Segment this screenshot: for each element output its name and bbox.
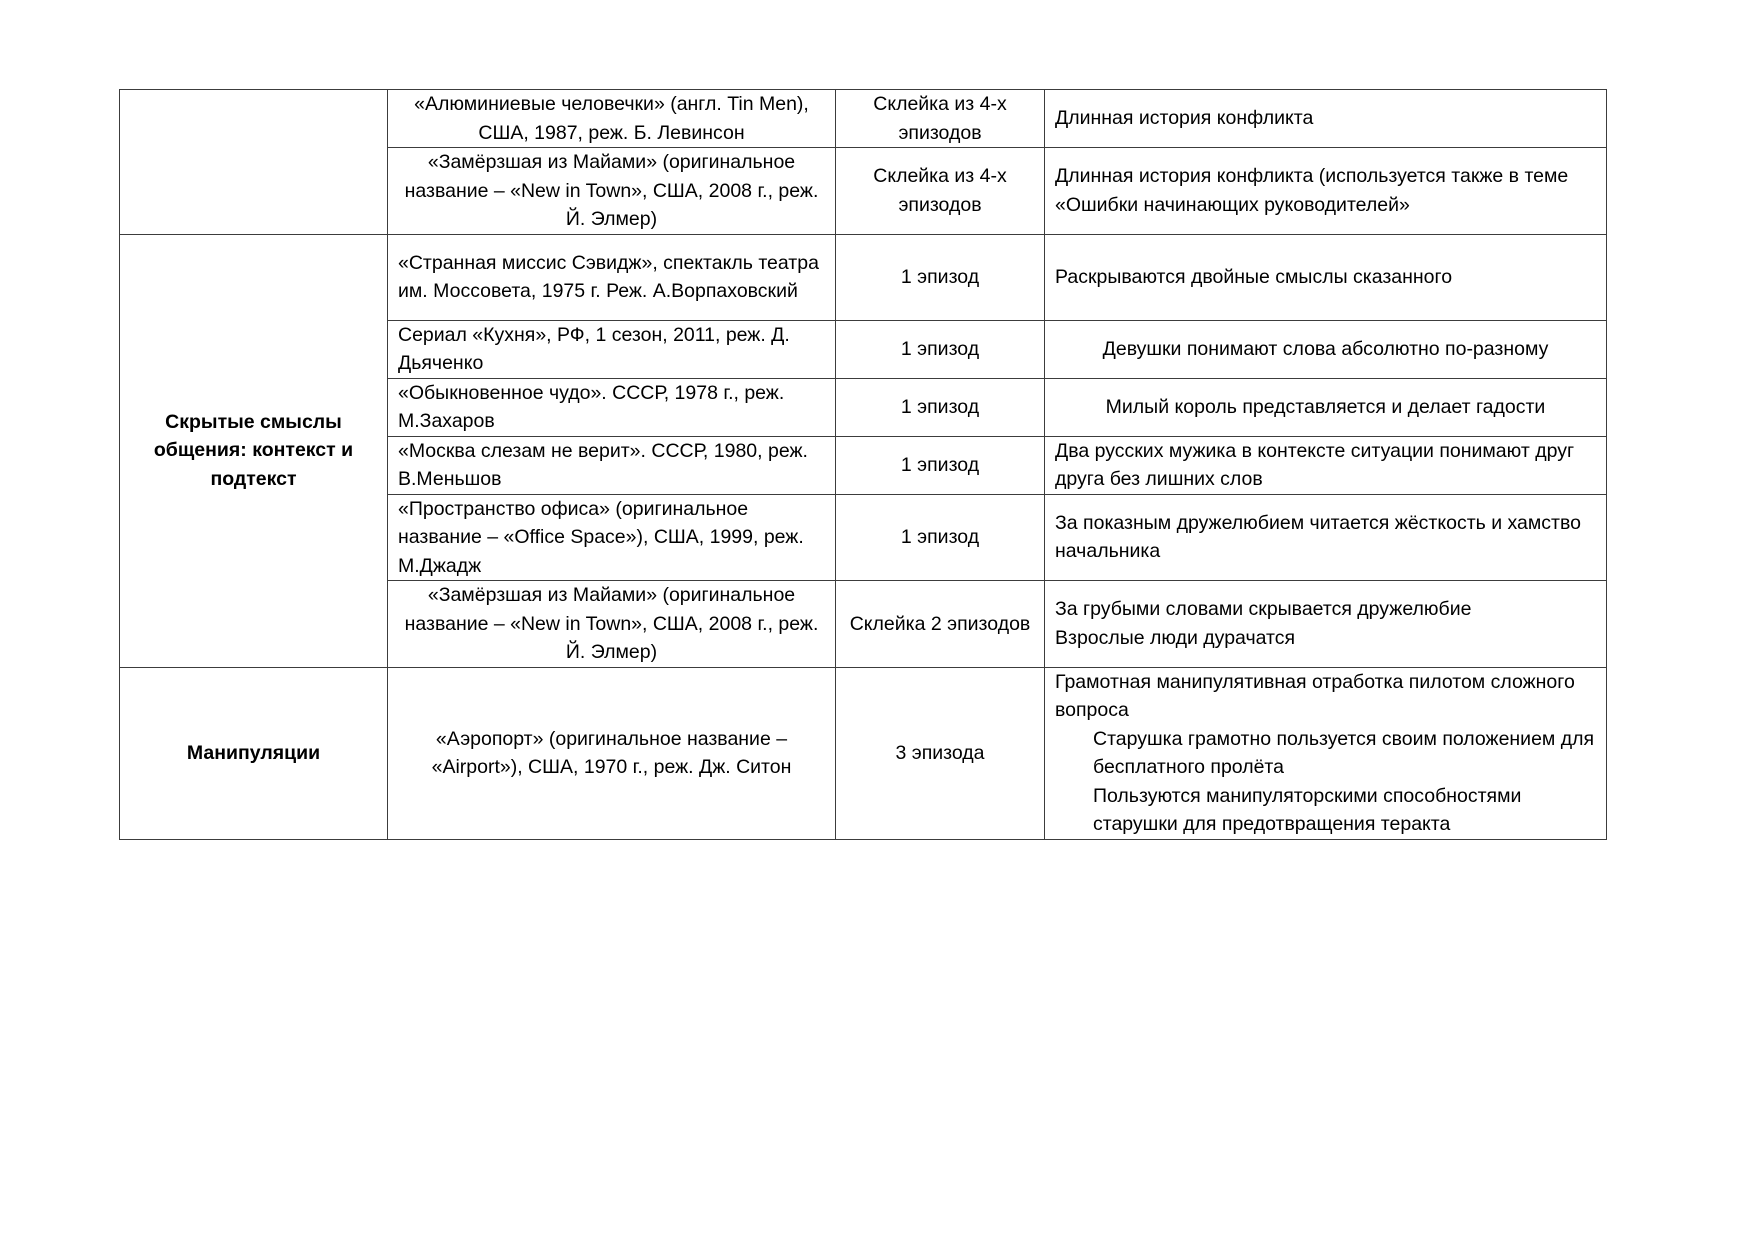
episodes-cell: 1 эпизод (836, 320, 1045, 378)
description-cell (1045, 320, 1607, 378)
description-line: Два русских мужика в контексте ситуации понимают друг друга без лишних слов (1055, 439, 1575, 490)
description-cell (1045, 494, 1607, 581)
table-row (120, 667, 1607, 839)
description-line: Милый король представляется и делает гадости (1105, 395, 1546, 418)
episodes-cell: Склейка из 4-х эпизодов (836, 148, 1045, 235)
episodes-cell: 1 эпизод (836, 234, 1045, 320)
table-row (120, 234, 1607, 320)
description-line: Пользуются манипуляторскими способностями старушки для предотвращения теракта (1093, 784, 1522, 835)
episodes-cell: 1 эпизод (836, 378, 1045, 436)
episodes-cell: 1 эпизод (836, 436, 1045, 494)
description-cell (1045, 581, 1607, 668)
description-line: Взрослые люди дурачатся (1055, 626, 1296, 649)
description-line: Длинная история конфликта (1055, 107, 1314, 130)
description-line: Раскрываются двойные смыслы сказанного (1055, 265, 1453, 288)
episodes-cell: Склейка 2 эпизодов (836, 581, 1045, 668)
film-cell: «Обыкновенное чудо». СССР, 1978 г., реж. М.Захаров (388, 378, 836, 436)
films-table (119, 89, 1607, 840)
topic-cell (120, 90, 388, 235)
description-cell (1045, 667, 1607, 839)
description-cell (1045, 90, 1607, 148)
episodes-cell: Склейка из 4-х эпизодов (836, 90, 1045, 148)
film-cell: «Москва слезам не верит». СССР, 1980, реж. В.Меньшов (388, 436, 836, 494)
description-line: Старушка грамотно пользуется своим положением для бесплатного пролёта (1093, 727, 1595, 778)
topic-cell: Манипуляции (120, 667, 388, 839)
film-cell: «Замёрзшая из Майами» (оригинальное название – «New in Town», США, 2008 г., реж. Й. Элмер) (388, 581, 836, 668)
episodes-cell: 1 эпизод (836, 494, 1045, 581)
description-line: Девушки понимают слова абсолютно по-разному (1102, 337, 1549, 360)
description-line: За показным дружелюбием читается жёсткость и хамство начальника (1055, 511, 1581, 563)
description-line: За грубыми словами скрывается дружелюбие (1055, 598, 1472, 621)
film-cell: «Замёрзшая из Майами» (оригинальное название – «New in Town», США, 2008 г., реж. Й. Элмер) (388, 148, 836, 235)
description-cell (1045, 234, 1607, 320)
description-cell (1045, 148, 1607, 235)
film-cell: «Аэропорт» (оригинальное название – «Airport»), США, 1970 г., реж. Дж. Ситон (388, 667, 836, 839)
topic-cell: Скрытые смыслы общения: контекст и подтекст (120, 234, 388, 667)
table-row (120, 90, 1607, 148)
film-cell: «Странная миссис Сэвидж», спектакль театра им. Моссовета, 1975 г. Реж. А.Ворпаховский (388, 234, 836, 320)
film-cell: «Алюминиевые человечки» (англ. Tin Men), США, 1987, реж. Б. Левинсон (388, 90, 836, 148)
description-line: Грамотная манипулятивная отработка пилотом сложного вопроса (1055, 670, 1575, 721)
description-cell (1045, 378, 1607, 436)
film-cell: Сериал «Кухня», РФ, 1 сезон, 2011, реж. Д. Дьяченко (388, 320, 836, 378)
episodes-cell: 3 эпизода (836, 667, 1045, 839)
description-line: Длинная история конфликта (используется также в теме «Ошибки начинающих руководителей» (1055, 165, 1569, 216)
description-cell (1045, 436, 1607, 494)
film-cell: «Пространство офиса» (оригинальное название – «Office Space»), США, 1999, реж. М.Джадж (388, 494, 836, 581)
